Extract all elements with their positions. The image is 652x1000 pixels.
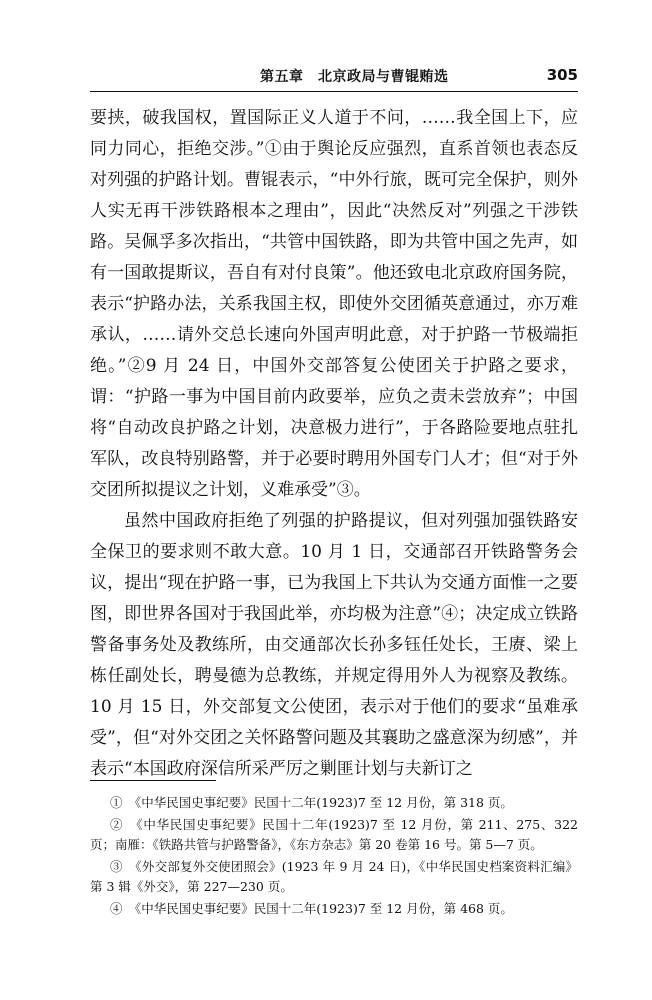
page-number: 305 bbox=[546, 66, 578, 84]
footnote-4: ④ 《中华民国史事纪要》民国十二年(1923)7 至 12 月份，第 468 页。 bbox=[110, 901, 513, 916]
chapter-title: 第五章 北京政局与曹锟贿选 bbox=[260, 69, 449, 85]
body-text bbox=[90, 103, 578, 785]
footnote-2: ② 《中华民国史事纪要》民国十二年(1923)7 至 12 月份，第 211、275、322 页；南雁：《铁路共管与护路警备》，《东方杂志》第 20 卷第 16 号。第 5—7 页。 bbox=[90, 817, 578, 852]
paragraph-2: 虽然中国政府拒绝了列强的护路提议，但对列强加强铁路安全保卫的要求则不敢大意。10 月 1 日，交通部召开铁路警务会议，提出“现在护路一事，已为我国上下共认为交通方面惟一之要图，即世界各国对于我国此举，亦均极为注意”④；决定成立铁路警备事务处及教练所，由交通部次长孙多钰任处长，王赓、梁上栋任副处长，聘曼德为总教练，并规定得用外人为视察及教练。10 月 15 日，外交部复文公使团，表示对于他们的要求“虽难承受”，但“对外交团之关怀路警问题及其襄助之盛意深为纫感”，并表示“本国政府深信所采严厉之剿匪计划与夫新订之 bbox=[90, 511, 578, 779]
paragraph-1: 要挟，破我国权，置国际正义人道于不问，……我全国上下，应同力同心，拒绝交涉。”①由于舆论反应强烈，直系首领也表态反对列强的护路计划。曹锟表示，“中外行旅，既可完全保护，则外人实无再干涉铁路根本之理由”，因此“决然反对”列强之干涉铁路。吴佩孚多次指出，“共管中国铁路，即为共管中国之先声，如有一国敢提斯议，吾自有对付良策”。他还致电北京政府国务院，表示“护路办法，关系我国主权，即使外交团循英意通过，亦万难承认，……请外交总长速向外国声明此意，对于护路一节极端拒绝。”②9 月 24 日，中国外交部答复公使团关于护路之要求，谓：“护路一事为中国目前内政要举，应负之责未尝放弃”；中国将“自动改良护路之计划，决意极力进行”，于各路险要地点驻扎军队，改良特别路警，并于必要时聘用外国专门人才；但“对于外交团所拟提议之计划，义难承受”③。 bbox=[90, 108, 578, 500]
footnote-3: ③ 《外交部复外交使团照会》(1923 年 9 月 24 日)，《中华民国史档案资料汇编》第 3 辑《外交》，第 227—230 页。 bbox=[90, 859, 578, 894]
footnotes bbox=[90, 793, 578, 921]
header-rule bbox=[90, 91, 578, 92]
footnote-separator bbox=[90, 780, 216, 781]
footnote-1: ① 《中华民国史事纪要》民国十二年(1923)7 至 12 月份，第 318 页。 bbox=[110, 795, 513, 810]
running-header bbox=[90, 58, 578, 92]
